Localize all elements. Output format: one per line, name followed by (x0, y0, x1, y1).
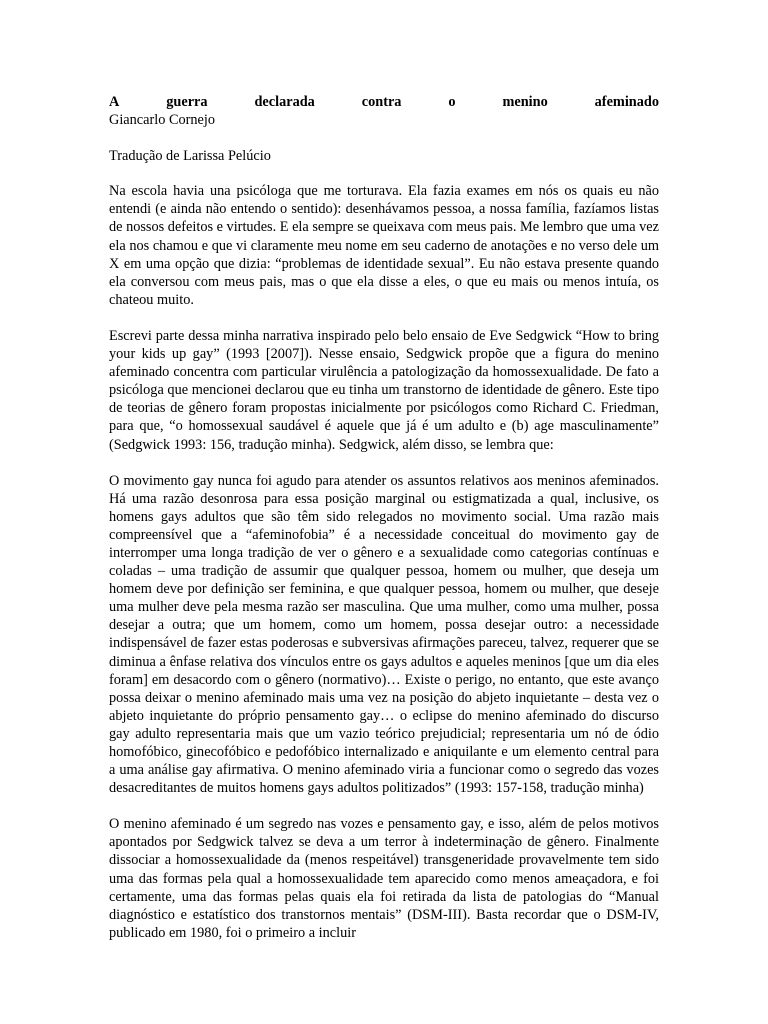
title-word: declarada (254, 94, 315, 110)
title-word: A (109, 94, 120, 110)
paragraph: Escrevi parte dessa minha narrativa inspirado pelo belo ensaio de Eve Sedgwick “How to bring your kids up gay” (1993 [2007]). Nesse ensaio, Sedgwick propõe que a figura do menino afeminado concentra com particular virulência a patologização da homossexualidade. De fato a psicóloga que mencionei declarou que eu tinha um transtorno de identidade de gênero. Este tipo de teorias de gênero foram propostas inicialmente por psicólogos como Richard C. Friedman, para que, “o homossexual saudável é aquele que já é um adulto e (b) age masculinamente” (Sedgwick 1993: 156, tradução minha). Sedgwick, além disso, se lembra que: (109, 327, 659, 453)
title-word: menino (502, 94, 548, 110)
paragraph: O menino afeminado é um segredo nas vozes e pensamento gay, e isso, além de pelos motivos apontados por Sedgwick talvez se deva a um terror à indeterminação de gênero. Finalmente dissociar a homossexualidade da (menos respeitável) transgeneridade provavelmente tem sido uma das formas pela qual a homossexualidade tem aparecido como menos ameaçadora, e foi certamente, uma das formas pelas quais ela foi retirada da lista de patologias do “Manual diagnóstico e estatístico dos transtornos mentais” (DSM-III). Basta recordar que o DSM-IV, publicado em 1980, foi o primeiro a incluir (109, 816, 659, 941)
title-word: o (448, 94, 456, 110)
block-quote: O movimento gay nunca foi agudo para atender os assuntos relativos aos meninos afeminados. Há uma razão desonrosa para essa posição marginal ou estigmatizada a qual, inclusive, os homens gays adultos que são têm sido relegados no movimento social. Uma razão mais compreensível que a “afeminofobia” é a necessidade conceitual do movimento gay de interromper uma longa tradição de ver o gênero e a sexualidade como categorias contínuas e coladas – uma tradição de assumir que qualquer pessoa, homem ou mulher, que deseja um homem deve por definição ser feminina, e que qualquer pessoa, homem ou mulher, que deseje uma mulher deve pela mesma razão ser masculina. Que uma mulher, como uma mulher, possa desejar a outra; que um homem, como um homem, possa desejar outro: a necessidade indispensável de fazer estas poderosas e subversivas afirmações pareceu, talvez, requerer que se diminua a ênfase relativa dos vínculos entre os gays adultos e aqueles meninos [que um dia eles foram] em desacordo com o gênero (normativo)… Existe o perigo, no entanto, que este avanço possa deixar o menino afeminado mais uma vez na posição do abjeto inquietante – desta vez o abjeto inquietante do próprio pensamento gay… o eclipse do menino afeminado do discurso gay adulto representaria mais que um vazio teórico prejudicial; representaria um nó de ódio homofóbico, ginecofóbico e pedofóbico internalizado e aniquilante e um elemento central para a uma análise gay afirmativa. O menino afeminado viria a funcionar como o segredo das vozes desacreditantes de muitos homens gays adultos politizados” (1993: 157-158, tradução minha) (109, 472, 659, 797)
document-page (109, 93, 659, 942)
title-word: guerra (166, 94, 208, 110)
translator-credit: Tradução de Larissa Pelúcio (109, 148, 271, 165)
document-title (109, 93, 659, 111)
paragraph: Na escola havia una psicóloga que me torturava. Ela fazia exames em nós os quais eu não entendi (e ainda não entendo o sentido): desenhávamos pessoa, a nossa família, fazíamos listas de nossos defeitos e virtudes. E ela sempre se queixava com meus pais. Me lembro que uma vez ela nos chamou e que vi claramente meu nome em seu caderno de anotações e no verso dele um X em uma opção que dizia: “problemas de identidade sexual”. Eu não estava presente quando ela conversou com meus pais, mas o que ela disse a eles, o que eu mais ou menos intuía, os chateou muito. (109, 183, 659, 308)
title-word: afeminado (594, 94, 659, 110)
title-word: contra (361, 94, 402, 110)
author-name: Giancarlo Cornejo (109, 112, 215, 129)
